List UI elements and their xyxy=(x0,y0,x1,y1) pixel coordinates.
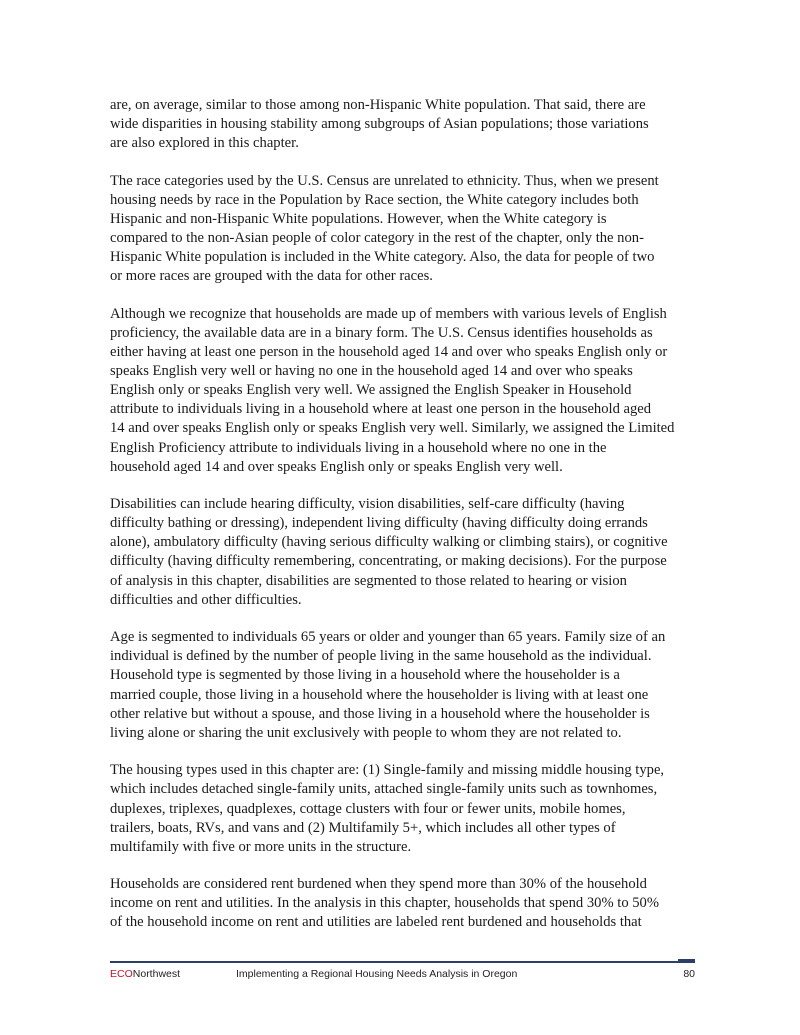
paragraph xyxy=(110,495,710,610)
text-line: Hispanic White population is included in the White category. Also, the data for people of two xyxy=(110,249,655,266)
text-line: The housing types used in this chapter are: (1) Single-family and missing middle housing type, xyxy=(110,762,665,779)
text-line: duplexes, triplexes, quadplexes, cottage clusters with four or fewer units, mobile homes, xyxy=(110,800,626,817)
text-line: housing needs by race in the Population by Race section, the White category includes both xyxy=(110,191,639,208)
text-line: or more races are grouped with the data for other races. xyxy=(110,268,433,285)
body-text xyxy=(110,96,710,951)
text-line: difficulties and other difficulties. xyxy=(110,591,302,608)
text-line: compared to the non-Asian people of color category in the rest of the chapter, only the non- xyxy=(110,230,644,247)
text-line: are, on average, similar to those among non-Hispanic White population. That said, there are xyxy=(110,97,646,113)
paragraph xyxy=(110,761,710,856)
text-line: income on rent and utilities. In the analysis in this chapter, households that spend 30% to 50% xyxy=(110,895,660,912)
text-line: which includes detached single-family units, attached single-family units such as townhomes, xyxy=(110,781,658,798)
paragraph xyxy=(110,875,710,932)
page-number: 80 xyxy=(683,968,695,980)
brand-eco: ECO xyxy=(110,968,133,980)
text-line: attribute to individuals living in a household where at least one person in the household aged xyxy=(110,401,652,418)
text-line: difficulty bathing or dressing), independent living difficulty (having difficulty doing errands xyxy=(110,515,648,532)
text-line: English only or speaks English very well. We assigned the English Speaker in Household xyxy=(110,382,632,399)
text-line: trailers, boats, RVs, and vans and (2) Multifamily 5+, which includes all other types of xyxy=(110,819,616,836)
text-line: of the household income on rent and utilities are labeled rent burdened and households that xyxy=(110,914,642,931)
text-line: Although we recognize that households are made up of members with various levels of English xyxy=(110,305,667,322)
text-line: difficulty (having difficulty remembering, concentrating, or making decisions). For the purpose xyxy=(110,553,667,570)
text-line: English Proficiency attribute to individuals living in a household where no one in the xyxy=(110,439,607,456)
footer-brand xyxy=(110,968,180,980)
text-line: Age is segmented to individuals 65 years or older and younger than 65 years. Family size of an xyxy=(110,629,666,646)
text-line: Household type is segmented by those living in a household where the householder is a xyxy=(110,667,620,684)
text-line: of analysis in this chapter, disabilities are segmented to those related to hearing or vision xyxy=(110,572,627,589)
text-line: wide disparities in housing stability among subgroups of Asian populations; those variations xyxy=(110,116,649,133)
footer-divider-tab xyxy=(678,959,695,963)
text-line: are also explored in this chapter. xyxy=(110,135,299,152)
text-line: individual is defined by the number of people living in the same household as the individual. xyxy=(110,648,652,665)
text-line: alone), ambulatory difficulty (having serious difficulty walking or climbing stairs), or cognitive xyxy=(110,534,668,551)
text-line: 14 and over speaks English only or speaks English very well. Similarly, we assigned the Limited xyxy=(110,420,675,437)
text-line: household aged 14 and over speaks English only or speaks English very well. xyxy=(110,458,563,475)
paragraph xyxy=(110,96,710,153)
text-line: speaks English very well or having no one in the household aged 14 and over who speaks xyxy=(110,363,633,380)
footer-document-title: Implementing a Regional Housing Needs Analysis in Oregon xyxy=(236,968,518,980)
text-line: living alone or sharing the unit exclusively with people to whom they are not related to. xyxy=(110,724,622,741)
text-line: multifamily with five or more units in the structure. xyxy=(110,838,412,855)
brand-rest: Northwest xyxy=(132,968,181,980)
footer-divider xyxy=(110,961,695,963)
text-line: The race categories used by the U.S. Census are unrelated to ethnicity. Thus, when we present xyxy=(110,172,659,189)
text-line: married couple, those living in a household where the householder is living with at least one xyxy=(110,686,649,703)
text-line: other relative but without a spouse, and those living in a household where the householder is xyxy=(110,705,650,722)
text-line: Disabilities can include hearing difficulty, vision disabilities, self-care difficulty (having xyxy=(110,496,625,513)
paragraph xyxy=(110,628,710,743)
text-line: proficiency, the available data are in a binary form. The U.S. Census identifies households as xyxy=(110,324,653,341)
text-line: Households are considered rent burdened when they spend more than 30% of the household xyxy=(110,876,647,893)
text-line: Hispanic and non-Hispanic White populations. However, when the White category is xyxy=(110,210,607,227)
paragraph xyxy=(110,305,710,477)
paragraph xyxy=(110,172,710,287)
text-line: either having at least one person in the household aged 14 and over who speaks English only or xyxy=(110,344,668,361)
